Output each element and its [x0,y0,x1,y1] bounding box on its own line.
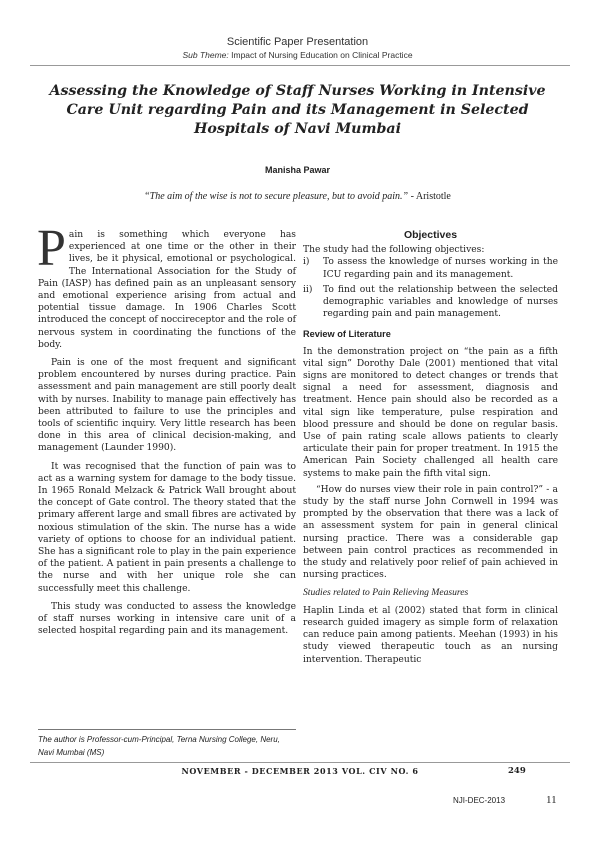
header-rule [30,65,570,66]
sheet-number: 11 [546,794,557,806]
page-number: 249 [508,766,526,776]
sub-theme-text: Impact of Nursing Education on Clinical Practice [231,50,413,60]
journal-section: Scientific Paper Presentation [226,36,369,48]
objectives-list [303,256,558,320]
dropcap: P [37,220,66,277]
intro-text: ain is something which everyone has experienced at one time or the other in their lives, be it physical, emotional or psychological. The International Association for the Study of Pain (IASP) has defined pain as an unpleasant sensory and emotional experience arising from actual and potential tissue damage. In 1906 Charles Scott introduced the concept of noccireceptor and the role of nervous system in coordinating the functions of the body. [38,230,296,350]
objectives-intro: The study had the following objectives: [303,245,485,256]
sub-theme [0,50,595,60]
right-column [303,229,558,666]
list-item [303,256,558,280]
paragraph-4: This study was conducted to assess the knowledge of staff nurses working in intensive care unit of a selected hospital regarding pain and its management. [38,601,296,637]
left-column [37,220,296,638]
paragraph-2: Pain is one of the most frequent and significant problem encountered by nurses during practice. Pain assessment and pain management are still poorly dealt with by nurses. Inability to manage pain effectively has been attributed to failure to use the principles and tools of scientific inquiry. Very little research has been done in this area of clinical decision-making, and management (Launder 1990). [38,358,296,454]
epigraph-attribution: - Aristotle [408,191,451,202]
author-note: The author is Professor-cum-Principal, Terna Nursing College, Neru, Navi Mumbai (MS) [38,735,280,757]
list-item-text: To find out the relationship between the selected demographic variables and knowledge of nurses regarding pain and pain management. [323,284,558,320]
list-item [303,284,558,321]
footnote-rule [38,729,296,730]
studies-heading: Studies related to Pain Relieving Measures [303,587,469,599]
list-item-number: i) [303,257,310,268]
review-paragraph-2: “How do nurses view their role in pain control?” - a study by the staff nurse John Cornwell in 1994 was prompted by the observation that there was a lack of an assessment system for pain in general clinical nursing practice. There was a considerable gap between pain control practices as recommended in the study and relatively poor relief of pain achieved in nursing practices. [303,484,558,581]
studies-paragraph-1: Haplin Linda et al (2002) stated that form in clinical research guided imagery as simple form of relaxation can reduce pain among patients. Meehan (1993) in his study viewed therapeutic touch as an nursing intervention. Therapeutic [303,605,558,665]
intro-paragraph [37,220,296,351]
journal-code: NJI-DEC-2013 [453,796,506,805]
epigraph [0,191,595,202]
review-paragraph-1: In the demonstration project on “the pain as a fifth vital sign” Dorothy Dale (2001) mentioned that vital signs are monitored to detect changes or trends that signal a need for assessment, diagnosis and treatment. Hence pain should also be recorded as a vital sign like temperature, pulse respiration and blood pressure and should be done on regular basis. Use of pain rating scale allows patients to clearly articulate their pain for proper treatment. In 1915 the American Pain Society challenged all health care systems to make pain the fifth vital sign. [303,346,558,479]
list-item-number: ii) [303,284,313,295]
footer-rule [30,762,570,763]
list-item-text: To assess the knowledge of nurses working in the ICU regarding pain and its management. [323,257,558,280]
sub-theme-label: Sub Theme: [182,50,229,60]
author-name: Manisha Pawar [264,165,331,175]
objectives-heading: Objectives [403,229,458,241]
epigraph-quote: “The aim of the wise is not to secure pleasure, but to avoid pain.” [144,191,409,202]
paragraph-3: It was recognised that the function of pain was to act as a warning system for damage to the body tissue. In 1965 Ronald Melzack & Patrick Wall brought about the concept of Gate control. The theory stated that the primary afferent large and small fibres are activated by noxious stimulation of the skin. The nurse has a wide variety of options to choose for an individual patient. She has a significant role to play in the pain experience of the patient. A patient in pain presents a challenge to the nurse and with her unique role she can successfully meet this challenge. [38,461,296,594]
review-heading: Review of Literature [303,329,391,340]
issue-line: NOVEMBER - DECEMBER 2013 VOL. CIV NO. 6 [181,766,419,776]
article-title: Assessing the Knowledge of Staff Nurses Working in Intensive Care Unit regarding Pain and its Management in Selected Hospitals of Navi Mumbai [49,83,546,137]
